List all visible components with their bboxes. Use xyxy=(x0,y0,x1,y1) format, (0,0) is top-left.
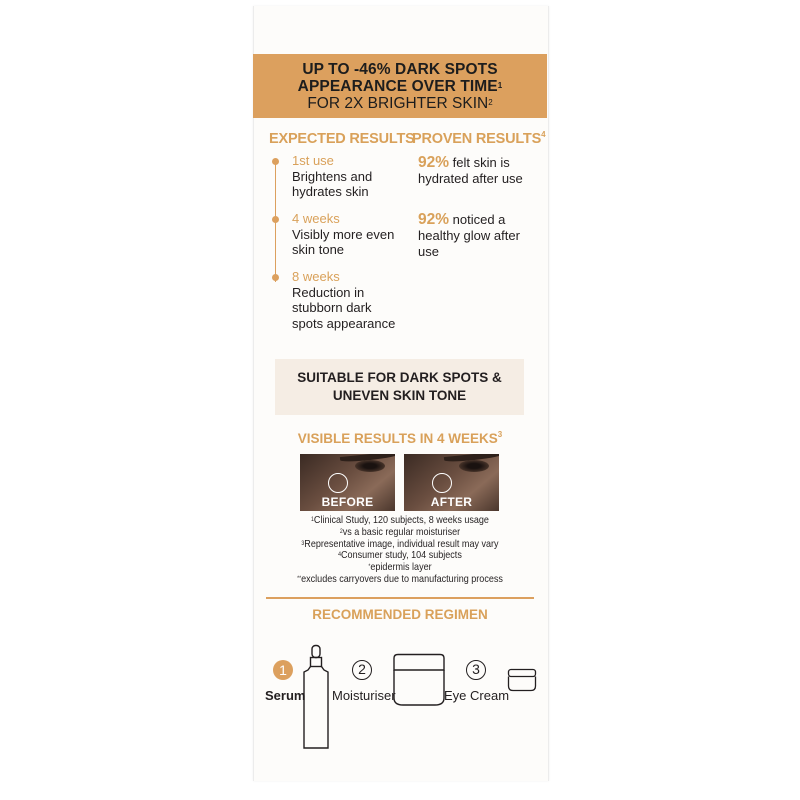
footnotes xyxy=(274,515,527,586)
expected-step xyxy=(292,153,412,200)
suitability-box xyxy=(275,359,524,415)
footnote: **excludes carryovers due to manufacturing process xyxy=(297,572,503,585)
regimen-step-label: Moisturiser xyxy=(332,688,396,703)
footnote: $^4$Consumer study, 104 subjects xyxy=(338,549,462,562)
after-label: AFTER xyxy=(430,495,473,509)
footnote: $^2$vs a basic regular moisturiser xyxy=(339,525,461,538)
after-photo xyxy=(404,454,499,511)
section-divider xyxy=(266,597,534,599)
timeline-dot xyxy=(272,274,279,281)
footnote: *epidermis layer xyxy=(368,561,432,574)
timeline-dot xyxy=(272,158,279,165)
regimen-step-label: Serum xyxy=(265,688,306,703)
regimen-step-number: 2 xyxy=(352,660,372,680)
eye-shape xyxy=(459,460,489,472)
step-when: 4 weeks xyxy=(292,211,340,226)
regimen-step-label: Eye Cream xyxy=(444,688,510,703)
serum-bottle-icon xyxy=(300,644,332,750)
step-when: 1st use xyxy=(292,153,334,168)
before-photo xyxy=(300,454,395,511)
proven-percentage: 92% xyxy=(418,211,450,228)
eye-cream-jar-icon xyxy=(507,668,537,692)
headline-line-3: FOR 2X BRIGHTER SKIN$^2$ xyxy=(307,95,493,112)
proven-text: felt skin is xyxy=(449,155,510,170)
timeline-dot xyxy=(272,216,279,223)
step-text: Reduction in stubborn dark spots appearance xyxy=(292,284,396,331)
proven-result-item xyxy=(418,212,523,260)
moisturiser-jar-icon xyxy=(391,653,447,707)
visible-results-heading: VISIBLE RESULTS IN 4 WEEKS$^3$ xyxy=(297,430,503,446)
suitability-line-2: UNEVEN SKIN TONE xyxy=(332,388,467,403)
footnote: $^3$Representative image, individual result may vary xyxy=(301,537,499,550)
proven-percentage: 92% xyxy=(418,154,450,171)
proven-results-heading: PROVEN RESULTS$^4$ xyxy=(412,130,546,147)
regimen-heading: RECOMMENDED REGIMEN xyxy=(312,607,488,622)
regimen-step-number: 3 xyxy=(466,660,486,680)
proven-text: hydrated after use xyxy=(418,171,523,186)
expected-step xyxy=(292,211,412,258)
highlight-circle-icon xyxy=(432,473,452,493)
step-text: Brightens and hydrates skin xyxy=(292,168,373,199)
proven-text: healthy glow after use xyxy=(418,228,520,259)
suitability-line-1: SUITABLE FOR DARK SPOTS & xyxy=(297,370,502,385)
expected-results-heading: EXPECTED RESULTS xyxy=(269,131,415,147)
step-text: Visibly more even skin tone xyxy=(292,226,395,257)
expected-step xyxy=(292,269,412,331)
headline-line-2: APPEARANCE OVER TIME$^1$ xyxy=(297,78,503,95)
step-when: 8 weeks xyxy=(292,269,340,284)
eye-shape xyxy=(355,460,385,472)
highlight-circle-icon xyxy=(328,473,348,493)
headline-line-1: UP TO -46% DARK SPOTS xyxy=(302,61,498,78)
proven-result-item xyxy=(418,155,538,187)
proven-text: noticed a xyxy=(449,212,506,227)
before-label: BEFORE xyxy=(321,495,374,509)
headline-banner xyxy=(253,54,547,118)
regimen-step-number: 1 xyxy=(273,660,293,680)
footnote: $^1$Clinical Study, 120 subjects, 8 weeks usage xyxy=(311,514,489,526)
